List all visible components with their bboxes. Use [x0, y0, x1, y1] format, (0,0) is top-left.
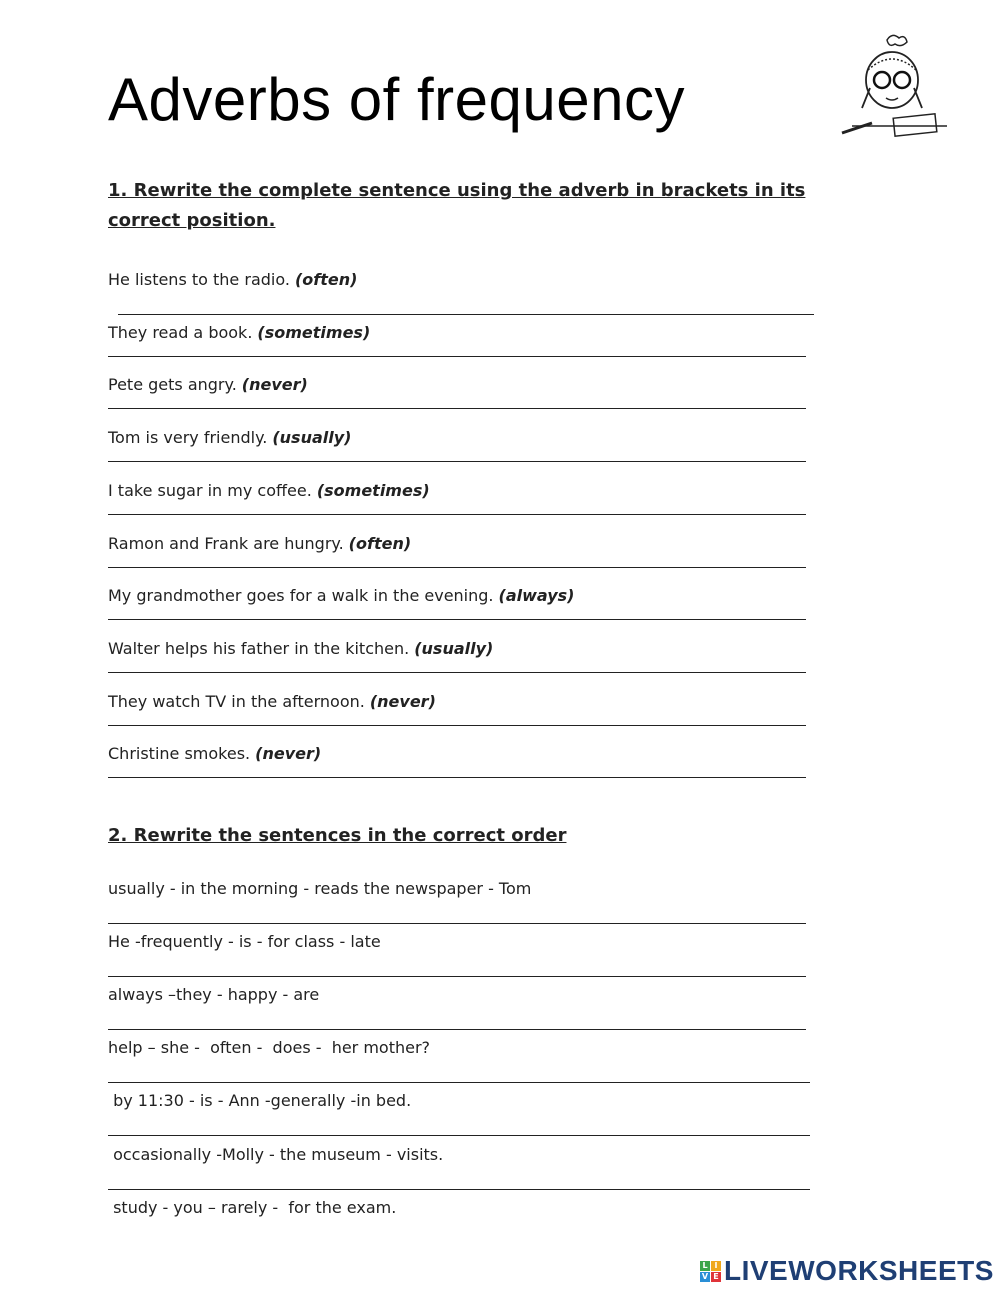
exercise-sentence [108, 323, 370, 342]
adverb-hint: (never) [255, 744, 322, 764]
scrambled-sentence: occasionally -Molly - the museum - visits. [108, 1144, 444, 1164]
liveworksheets-logo [700, 1255, 994, 1287]
logo-block: I [711, 1261, 721, 1271]
answer-line[interactable] [108, 1029, 806, 1030]
exercise-sentence [108, 428, 351, 447]
answer-line[interactable] [108, 725, 806, 726]
page-title: Adverbs of frequency [108, 66, 685, 133]
sentence-text: They read a book. [108, 322, 253, 342]
logo-blocks-icon [700, 1261, 721, 1282]
sentence-text: Ramon and Frank are hungry. [108, 533, 344, 553]
scrambled-sentence: He -frequently - is - for class - late [108, 932, 381, 952]
sentence-text: Christine smokes. [108, 744, 251, 764]
adverb-hint: (usually) [272, 428, 352, 448]
sentence-text: He listens to the radio. [108, 270, 290, 289]
answer-line[interactable] [108, 619, 806, 620]
adverb-hint: (sometimes) [257, 322, 371, 342]
scrambled-sentence: always –they - happy - are [108, 985, 320, 1005]
adverb-hint: (never) [241, 375, 308, 395]
exercise-sentence [108, 692, 436, 711]
section1-heading-line1: 1. Rewrite the complete sentence using the adverb in brackets in its [108, 180, 806, 201]
adverb-hint: (often) [294, 270, 358, 289]
sentence-text: My grandmother goes for a walk in the evening. [108, 586, 494, 606]
adverb-hint: (sometimes) [316, 480, 430, 500]
sentence-text: They watch TV in the afternoon. [108, 691, 365, 711]
logo-text: LIVEWORKSHEETS [724, 1255, 994, 1286]
answer-line[interactable] [108, 461, 806, 462]
answer-line[interactable] [108, 923, 806, 924]
scrambled-sentence: help – she - often - does - her mother? [108, 1038, 431, 1058]
logo-block: E [711, 1272, 721, 1282]
sentence-text: Pete gets angry. [108, 375, 237, 395]
scrambled-sentence: study - you – rarely - for the exam. [108, 1197, 397, 1217]
exercise-sentence [108, 639, 493, 658]
sentence-text: Walter helps his father in the kitchen. [108, 638, 410, 658]
answer-line[interactable] [108, 1189, 810, 1190]
answer-line[interactable] [118, 314, 814, 315]
answer-line[interactable] [108, 1135, 810, 1136]
section1-heading [108, 176, 805, 236]
exercise-sentence [108, 534, 411, 553]
answer-line[interactable] [108, 356, 806, 357]
answer-line[interactable] [108, 1082, 810, 1083]
adverb-hint: (never) [369, 691, 436, 711]
sentence-text: Tom is very friendly. [108, 428, 268, 448]
exercise-sentence [108, 481, 430, 500]
adverb-hint: (often) [348, 533, 412, 553]
answer-line[interactable] [108, 408, 806, 409]
answer-line[interactable] [108, 672, 806, 673]
answer-line[interactable] [108, 514, 806, 515]
answer-line[interactable] [108, 567, 806, 568]
answer-line[interactable] [108, 777, 806, 778]
logo-block: L [700, 1261, 710, 1271]
exercise-sentence [108, 270, 357, 289]
adverb-hint: (usually) [414, 638, 494, 658]
sentence-text: I take sugar in my coffee. [108, 480, 312, 500]
scrambled-sentence: usually - in the morning - reads the newspaper - Tom [108, 879, 532, 898]
exercise-sentence [108, 375, 308, 394]
logo-block: V [701, 1271, 709, 1281]
student-illustration [832, 18, 952, 138]
adverb-hint: (always) [498, 586, 575, 606]
exercise-sentence [108, 744, 321, 763]
answer-line[interactable] [108, 976, 806, 977]
section1-heading-line2: correct position. [108, 210, 276, 231]
exercise-sentence [108, 586, 574, 605]
scrambled-sentence: by 11:30 - is - Ann -generally -in bed. [108, 1091, 412, 1111]
section2-heading: 2. Rewrite the sentences in the correct order [108, 825, 567, 846]
